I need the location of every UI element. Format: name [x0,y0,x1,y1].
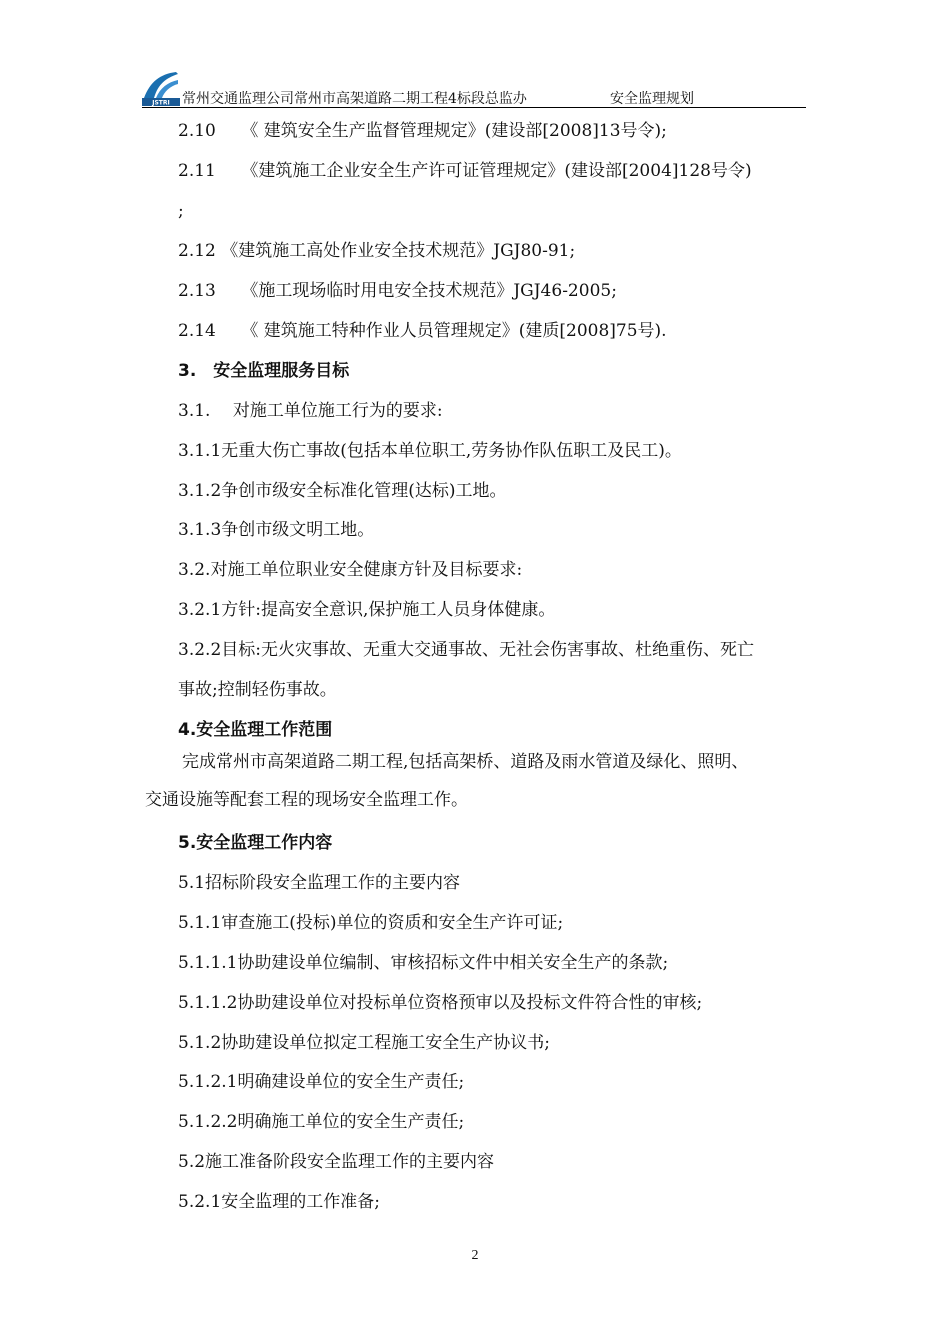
header-rule [142,107,806,108]
header-right-text: 安全监理规划 [610,91,694,107]
text-line: 5.2施工准备阶段安全监理工作的主要内容 [178,1152,495,1172]
text-line: 3.2.对施工单位职业安全健康方针及目标要求: [178,560,523,580]
text-line: 3.1.1无重大伤亡事故(包括本单位职工,劳务协作队伍职工及民工)。 [178,441,682,461]
header-left-text: 常州交通监理公司常州市高架道路二期工程4标段总监办 [182,91,527,107]
text-line: 5.1招标阶段安全监理工作的主要内容 [178,873,461,893]
section-heading: 4.安全监理工作范围 [178,720,333,740]
text-line: 事故;控制轻伤事故。 [178,680,337,700]
text-line: 3.2.2目标:无火灾事故、无重大交通事故、无社会伤害事故、杜绝重伤、死亡 [178,640,754,660]
section-heading: 5.安全监理工作内容 [178,833,333,853]
text-line: 2.13 《施工现场临时用电安全技术规范》JGJ46-2005; [178,281,617,301]
text-line: 交通设施等配套工程的现场安全监理工作。 [145,790,468,810]
section-heading: 3. 安全监理服务目标 [178,361,350,381]
text-line: 5.2.1安全监理的工作准备; [178,1192,380,1212]
text-line: 2.11 《建筑施工企业安全生产许可证管理规定》(建设部[2004]128号令) [178,161,752,181]
text-line: 5.1.2协助建设单位拟定工程施工安全生产协议书; [178,1033,550,1053]
text-line: 5.1.1.2协助建设单位对投标单位资格预审以及投标文件符合性的审核; [178,993,703,1013]
text-line: 5.1.1审查施工(投标)单位的资质和安全生产许可证; [178,913,564,933]
text-line: 完成常州市高架道路二期工程,包括高架桥、道路及雨水管道及绿化、照明、 [182,752,749,772]
text-line: 2.14 《 建筑施工特种作业人员管理规定》(建质[2008]75号). [178,321,667,341]
text-line: 5.1.2.1明确建设单位的安全生产责任; [178,1072,465,1092]
page-header [142,62,806,108]
logo-text: JSTRI [152,99,170,106]
text-line: 5.1.2.2明确施工单位的安全生产责任; [178,1112,465,1132]
text-line: 3.2.1方针:提高安全意识,保护施工人员身体健康。 [178,600,556,620]
text-line: 3.1.2争创市级安全标准化管理(达标)工地。 [178,481,507,501]
page-number: 2 [471,1248,479,1263]
text-line: 3.1.3争创市级文明工地。 [178,520,375,540]
text-line: 3.1. 对施工单位施工行为的要求: [178,401,443,421]
text-line: ; [178,201,184,221]
company-logo-icon [142,68,180,106]
text-line: 2.12 《建筑施工高处作业安全技术规范》JGJ80-91; [178,241,576,261]
text-line: 5.1.1.1协助建设单位编制、审核招标文件中相关安全生产的条款; [178,953,669,973]
text-line: 2.10 《 建筑安全生产监督管理规定》(建设部[2008]13号令); [178,121,667,141]
